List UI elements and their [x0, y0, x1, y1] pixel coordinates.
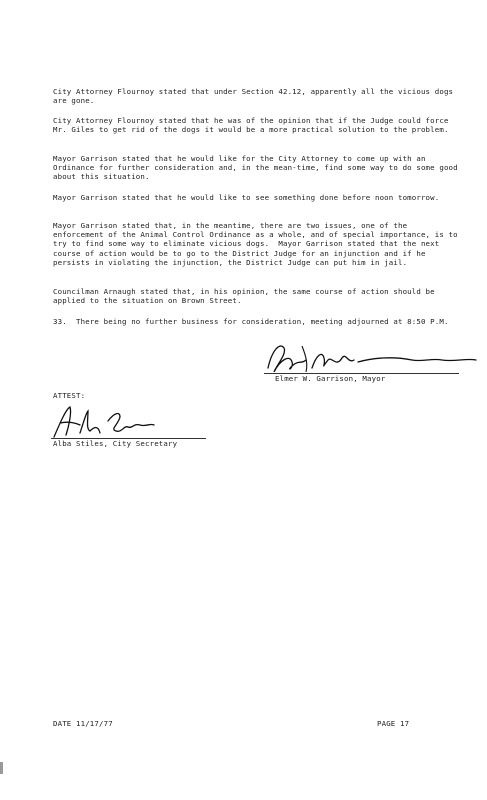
- secretary-handwritten-signature: [50, 403, 160, 443]
- paragraph-councilman: Councilman Arnaugh stated that, in his opinion, the same course of action should be applied to the situation on Brown Street.: [53, 287, 440, 306]
- mayor-handwritten-signature: [262, 338, 482, 378]
- paragraph-city-attorney-opinion: City Attorney Flournoy stated that he was of the opinion that if the Judge could force Mr. Giles to get rid of the dogs it would be a more practical solution to the problem.: [53, 116, 454, 135]
- secretary-name-title: Alba Stiles, City Secretary: [53, 439, 178, 448]
- attest-label: ATTEST:: [53, 391, 86, 400]
- footer-date: DATE 11/17/77: [53, 719, 113, 728]
- paragraph-mayor-ordinance: Mayor Garrison stated that he would like for the City Attorney to come up with an Ordinance for further consideration and, in the mean-time, find some way to do some good about this situation.: [53, 154, 463, 182]
- scan-edge-mark: [0, 762, 3, 774]
- mayor-name-title: Elmer W. Garrison, Mayor: [275, 374, 386, 383]
- paragraph-city-attorney-section: City Attorney Flournoy stated that under Section 42.12, apparently all the vicious dogs are gone.: [53, 87, 458, 106]
- paragraph-mayor-noon: Mayor Garrison stated that he would like to see something done before noon tomorrow.: [53, 193, 440, 202]
- paragraph-mayor-issues: Mayor Garrison stated that, in the meantime, there are two issues, one of the enforcement of the Animal Control Ordinance as a whole, and of special importance, is to try to find some way to eliminate vicious dogs. Mayor Garrison stated that the next course of action would be to go to the District Judge for an injunction and if he persists in violating the injunction, the District Judge can put him in jail.: [53, 221, 463, 267]
- paragraph-adjourn: 33. There being no further business for consideration, meeting adjourned at 8:50 P.M.: [53, 317, 449, 326]
- footer-page-number: PAGE 17: [377, 719, 410, 728]
